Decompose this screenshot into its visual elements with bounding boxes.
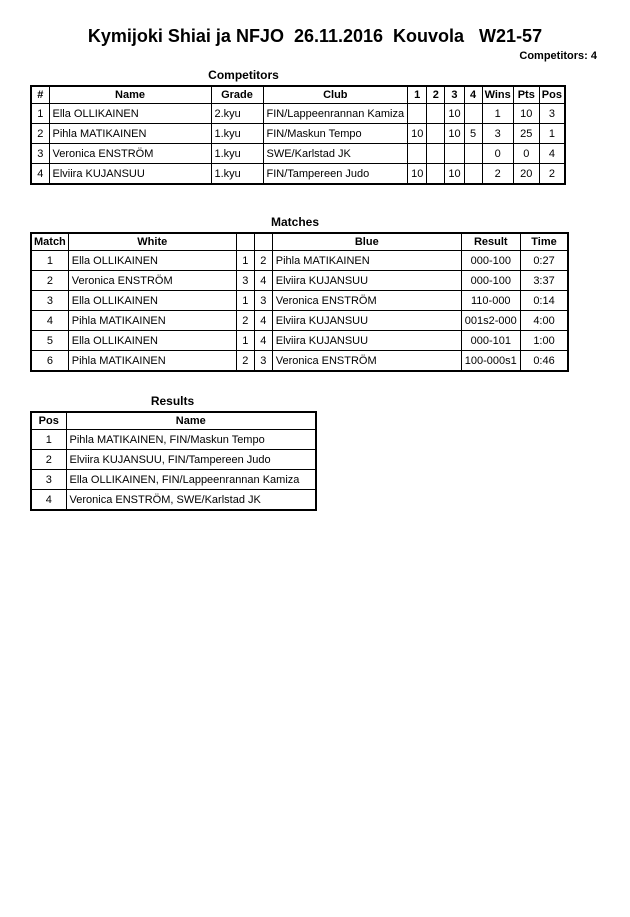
white-competitor-num: 3 (236, 271, 254, 291)
competitor-wins: 3 (482, 124, 513, 144)
blue-competitor-num: 3 (254, 291, 272, 311)
match-time: 3:37 (520, 271, 568, 291)
blue-name: Pihla MATIKAINEN (272, 251, 461, 271)
table-header-row (31, 412, 316, 430)
white-name: Veronica ENSTRÖM (68, 271, 236, 291)
competitor-num: 2 (31, 124, 49, 144)
white-name: Ella OLLIKAINEN (68, 331, 236, 351)
competitor-wins: 1 (482, 104, 513, 124)
competitor-pts: 25 (513, 124, 539, 144)
competitor-pos: 3 (539, 104, 565, 124)
score-vs-1 (408, 104, 427, 124)
match-time: 0:27 (520, 251, 568, 271)
score-vs-3: 10 (445, 164, 464, 185)
competitor-club: SWE/Karlstad JK (263, 144, 408, 164)
matches-section-title: Matches (270, 215, 320, 229)
col-header-club: Club (263, 86, 408, 104)
score-vs-2 (427, 144, 445, 164)
col-header-num: # (31, 86, 49, 104)
col-header-2: 2 (427, 86, 445, 104)
match-result: 110-000 (461, 291, 520, 311)
white-competitor-num: 1 (236, 291, 254, 311)
col-header-pos: Pos (539, 86, 565, 104)
score-vs-3: 10 (445, 104, 464, 124)
table-row (31, 450, 316, 470)
white-name: Pihla MATIKAINEN (68, 311, 236, 331)
table-header-row (31, 233, 568, 251)
matches-table (30, 232, 569, 372)
col-header-blue-num (254, 233, 272, 251)
col-header-3: 3 (445, 86, 464, 104)
table-row (31, 144, 565, 164)
competitor-club: FIN/Tampereen Judo (263, 164, 408, 185)
table-row (31, 331, 568, 351)
blue-name: Veronica ENSTRÖM (272, 291, 461, 311)
match-result: 100-000s1 (461, 351, 520, 372)
competitor-grade: 1.kyu (211, 144, 263, 164)
table-header-row (31, 86, 565, 104)
score-vs-3: 10 (445, 124, 464, 144)
table-row (31, 104, 565, 124)
competitor-num: 4 (31, 164, 49, 185)
result-name: Pihla MATIKAINEN, FIN/Maskun Tempo (66, 430, 316, 450)
competitor-pos: 1 (539, 124, 565, 144)
competitor-grade: 1.kyu (211, 124, 263, 144)
competitor-num: 3 (31, 144, 49, 164)
competitor-pts: 20 (513, 164, 539, 185)
competitor-name: Elviira KUJANSUU (49, 164, 211, 185)
match-time: 4:00 (520, 311, 568, 331)
result-pos: 4 (31, 490, 66, 511)
white-competitor-num: 2 (236, 311, 254, 331)
match-num: 6 (31, 351, 68, 372)
result-name: Ella OLLIKAINEN, FIN/Lappeenrannan Kamiza (66, 470, 316, 490)
table-row (31, 430, 316, 450)
competitor-wins: 0 (482, 144, 513, 164)
result-pos: 2 (31, 450, 66, 470)
col-header-result: Result (461, 233, 520, 251)
score-vs-4: 5 (464, 124, 482, 144)
competitor-pos: 4 (539, 144, 565, 164)
table-row (31, 351, 568, 372)
blue-name: Elviira KUJANSUU (272, 311, 461, 331)
col-header-name: Name (49, 86, 211, 104)
competitor-name: Pihla MATIKAINEN (49, 124, 211, 144)
table-row (31, 251, 568, 271)
competitor-club: FIN/Maskun Tempo (263, 124, 408, 144)
competitor-pts: 10 (513, 104, 539, 124)
score-vs-4 (464, 164, 482, 185)
result-name: Veronica ENSTRÖM, SWE/Karlstad JK (66, 490, 316, 511)
col-header-name: Name (66, 412, 316, 430)
blue-name: Elviira KUJANSUU (272, 331, 461, 351)
match-result: 000-100 (461, 271, 520, 291)
table-row (31, 164, 565, 185)
score-vs-4 (464, 144, 482, 164)
report-page (0, 26, 630, 917)
score-vs-1 (408, 144, 427, 164)
score-vs-2 (427, 104, 445, 124)
col-header-1: 1 (408, 86, 427, 104)
white-name: Pihla MATIKAINEN (68, 351, 236, 372)
result-pos: 3 (31, 470, 66, 490)
match-num: 2 (31, 271, 68, 291)
result-name: Elviira KUJANSUU, FIN/Tampereen Judo (66, 450, 316, 470)
score-vs-3 (445, 144, 464, 164)
match-result: 000-101 (461, 331, 520, 351)
table-row (31, 291, 568, 311)
blue-competitor-num: 3 (254, 351, 272, 372)
competitor-club: FIN/Lappeenrannan Kamiza (263, 104, 408, 124)
score-vs-2 (427, 124, 445, 144)
col-header-match: Match (31, 233, 68, 251)
competitor-name: Ella OLLIKAINEN (49, 104, 211, 124)
competitor-wins: 2 (482, 164, 513, 185)
col-header-wins: Wins (482, 86, 513, 104)
blue-name: Elviira KUJANSUU (272, 271, 461, 291)
competitor-pos: 2 (539, 164, 565, 185)
col-header-blue: Blue (272, 233, 461, 251)
match-num: 4 (31, 311, 68, 331)
match-result: 000-100 (461, 251, 520, 271)
white-competitor-num: 2 (236, 351, 254, 372)
white-name: Ella OLLIKAINEN (68, 251, 236, 271)
blue-competitor-num: 2 (254, 251, 272, 271)
competitor-pts: 0 (513, 144, 539, 164)
white-competitor-num: 1 (236, 331, 254, 351)
match-num: 1 (31, 251, 68, 271)
score-vs-4 (464, 104, 482, 124)
col-header-white-num (236, 233, 254, 251)
competitor-grade: 2.kyu (211, 104, 263, 124)
col-header-pos: Pos (31, 412, 66, 430)
blue-competitor-num: 4 (254, 331, 272, 351)
competitors-section-title: Competitors (208, 68, 279, 82)
col-header-4: 4 (464, 86, 482, 104)
match-num: 5 (31, 331, 68, 351)
match-time: 0:46 (520, 351, 568, 372)
blue-name: Veronica ENSTRÖM (272, 351, 461, 372)
competitors-table (30, 85, 566, 185)
results-section-title: Results (150, 394, 195, 408)
table-row (31, 124, 565, 144)
table-row (31, 311, 568, 331)
match-num: 3 (31, 291, 68, 311)
competitors-count: Competitors: 4 (519, 50, 597, 62)
white-name: Ella OLLIKAINEN (68, 291, 236, 311)
table-row (31, 490, 316, 511)
match-result: 001s2-000 (461, 311, 520, 331)
results-table (30, 411, 317, 511)
competitor-num: 1 (31, 104, 49, 124)
match-time: 1:00 (520, 331, 568, 351)
score-vs-1: 10 (408, 124, 427, 144)
competitor-grade: 1.kyu (211, 164, 263, 185)
col-header-grade: Grade (211, 86, 263, 104)
blue-competitor-num: 4 (254, 271, 272, 291)
col-header-white: White (68, 233, 236, 251)
col-header-pts: Pts (513, 86, 539, 104)
table-row (31, 271, 568, 291)
table-row (31, 470, 316, 490)
match-time: 0:14 (520, 291, 568, 311)
page-title: Kymijoki Shiai ja NFJO 26.11.2016 Kouvola W21-57 (87, 26, 543, 46)
score-vs-2 (427, 164, 445, 185)
competitor-name: Veronica ENSTRÖM (49, 144, 211, 164)
result-pos: 1 (31, 430, 66, 450)
blue-competitor-num: 4 (254, 311, 272, 331)
white-competitor-num: 1 (236, 251, 254, 271)
col-header-time: Time (520, 233, 568, 251)
score-vs-1: 10 (408, 164, 427, 185)
